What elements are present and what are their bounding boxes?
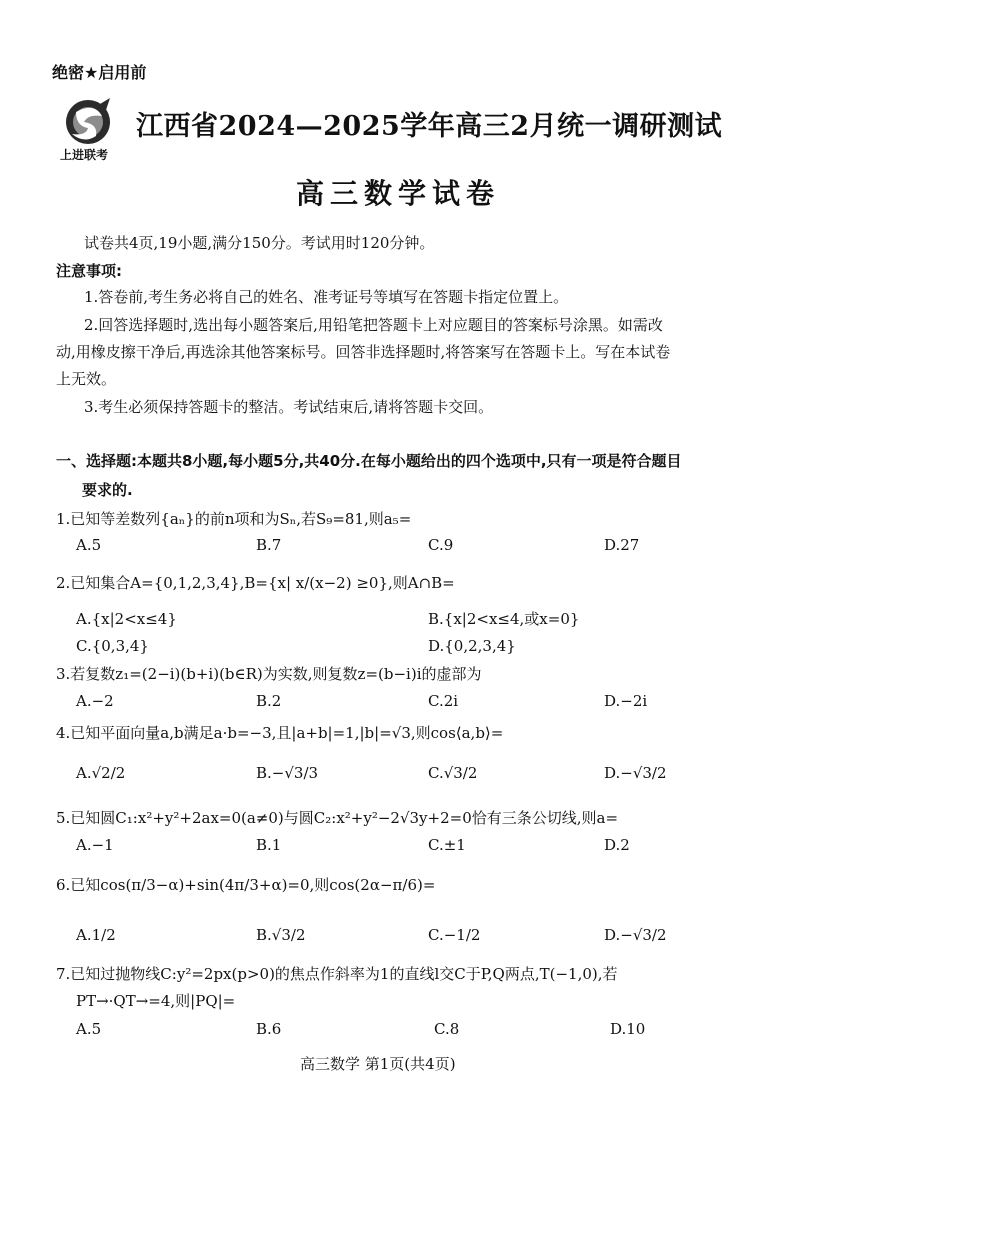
question-option: D.−√3/2 <box>604 764 667 782</box>
question-option: A.√2/2 <box>76 764 126 782</box>
question-option: B.√3/2 <box>256 926 306 944</box>
question-option: A.{x|2<x≤4} <box>76 610 177 628</box>
question-option: C.2i <box>428 692 459 710</box>
exam-intro: 试卷共4页,19小题,满分150分。考试用时120分钟。 <box>84 234 435 252</box>
question-option: A.1/2 <box>76 926 116 944</box>
note-item: 3.考生必须保持答题卡的整洁。考试结束后,请将答题卡交回。 <box>84 398 494 416</box>
question-option: D.27 <box>604 536 640 554</box>
question-stem: 5.已知圆C₁:x²+y²+2ax=0(a≠0)与圆C₂:x²+y²−2√3y+2=0恰有三条公切线,则a= <box>56 809 619 827</box>
question-option: C.8 <box>434 1020 460 1038</box>
notes-heading: 注意事项: <box>56 262 122 280</box>
exam-title: 江西省2024—2025学年高三2月统一调研测试 <box>136 111 723 142</box>
question-stem-cont: PT→·QT→=4,则|PQ|= <box>76 992 236 1010</box>
question-option: D.10 <box>610 1020 646 1038</box>
question-option: C.√3/2 <box>428 764 478 782</box>
question-stem: 3.若复数z₁=(2−i)(b+i)(b∈R)为实数,则复数z=(b−i)i的虚部为 <box>56 665 482 683</box>
question-stem: 2.已知集合A={0,1,2,3,4},B={x| x/(x−2) ≥0},则A∩B= <box>56 574 455 592</box>
subject-title: 高三数学试卷 <box>296 177 501 210</box>
question-option: B.2 <box>256 692 282 710</box>
question-option: B.−√3/3 <box>256 764 319 782</box>
question-option: A.−2 <box>76 692 114 710</box>
question-option: B.6 <box>256 1020 282 1038</box>
logo-text: 上进联考 <box>60 148 109 162</box>
note-item: 上无效。 <box>56 370 117 388</box>
section-heading-cont: 要求的. <box>82 481 133 499</box>
question-option: D.{0,2,3,4} <box>428 637 516 655</box>
question-stem: 6.已知cos(π/3−α)+sin(4π/3+α)=0,则cos(2α−π/6)= <box>56 876 436 894</box>
question-option: C.−1/2 <box>428 926 481 944</box>
question-option: D.−√3/2 <box>604 926 667 944</box>
note-item: 动,用橡皮擦干净后,再选涂其他答案标号。回答非选择题时,将答案写在答题卡上。写在本试卷 <box>56 343 671 361</box>
question-option: A.5 <box>76 1020 102 1038</box>
question-option: B.{x|2<x≤4,或x=0} <box>428 610 580 628</box>
question-option: D.2 <box>604 836 630 854</box>
question-option: A.5 <box>76 536 102 554</box>
note-item: 2.回答选择题时,选出每小题答案后,用铅笔把答题卡上对应题目的答案标号涂黑。如需改 <box>84 316 663 334</box>
section-heading: 一、选择题:本题共8小题,每小题5分,共40分.在每小题给出的四个选项中,只有一项是符合题目 <box>56 452 682 470</box>
question-option: D.−2i <box>604 692 648 710</box>
question-option: C.{0,3,4} <box>76 637 149 655</box>
page-footer: 高三数学 第1页(共4页) <box>300 1055 456 1073</box>
question-stem: 1.已知等差数列{aₙ}的前n项和为Sₙ,若S₉=81,则a₅= <box>56 510 412 528</box>
question-option: B.1 <box>256 836 282 854</box>
question-option: C.±1 <box>428 836 466 854</box>
question-option: A.−1 <box>76 836 114 854</box>
confidential-label: 绝密★启用前 <box>52 63 147 82</box>
question-stem: 4.已知平面向量a,b满足a·b=−3,且|a+b|=1,|b|=√3,则cos⟨a,b⟩= <box>56 724 504 742</box>
note-item: 1.答卷前,考生务必将自己的姓名、准考证号等填写在答题卡指定位置上。 <box>84 288 569 306</box>
question-option: B.7 <box>256 536 282 554</box>
question-option: C.9 <box>428 536 454 554</box>
question-stem: 7.已知过抛物线C:y²=2px(p>0)的焦点作斜率为1的直线l交C于P,Q两点,T(−1,0),若 <box>56 965 618 983</box>
